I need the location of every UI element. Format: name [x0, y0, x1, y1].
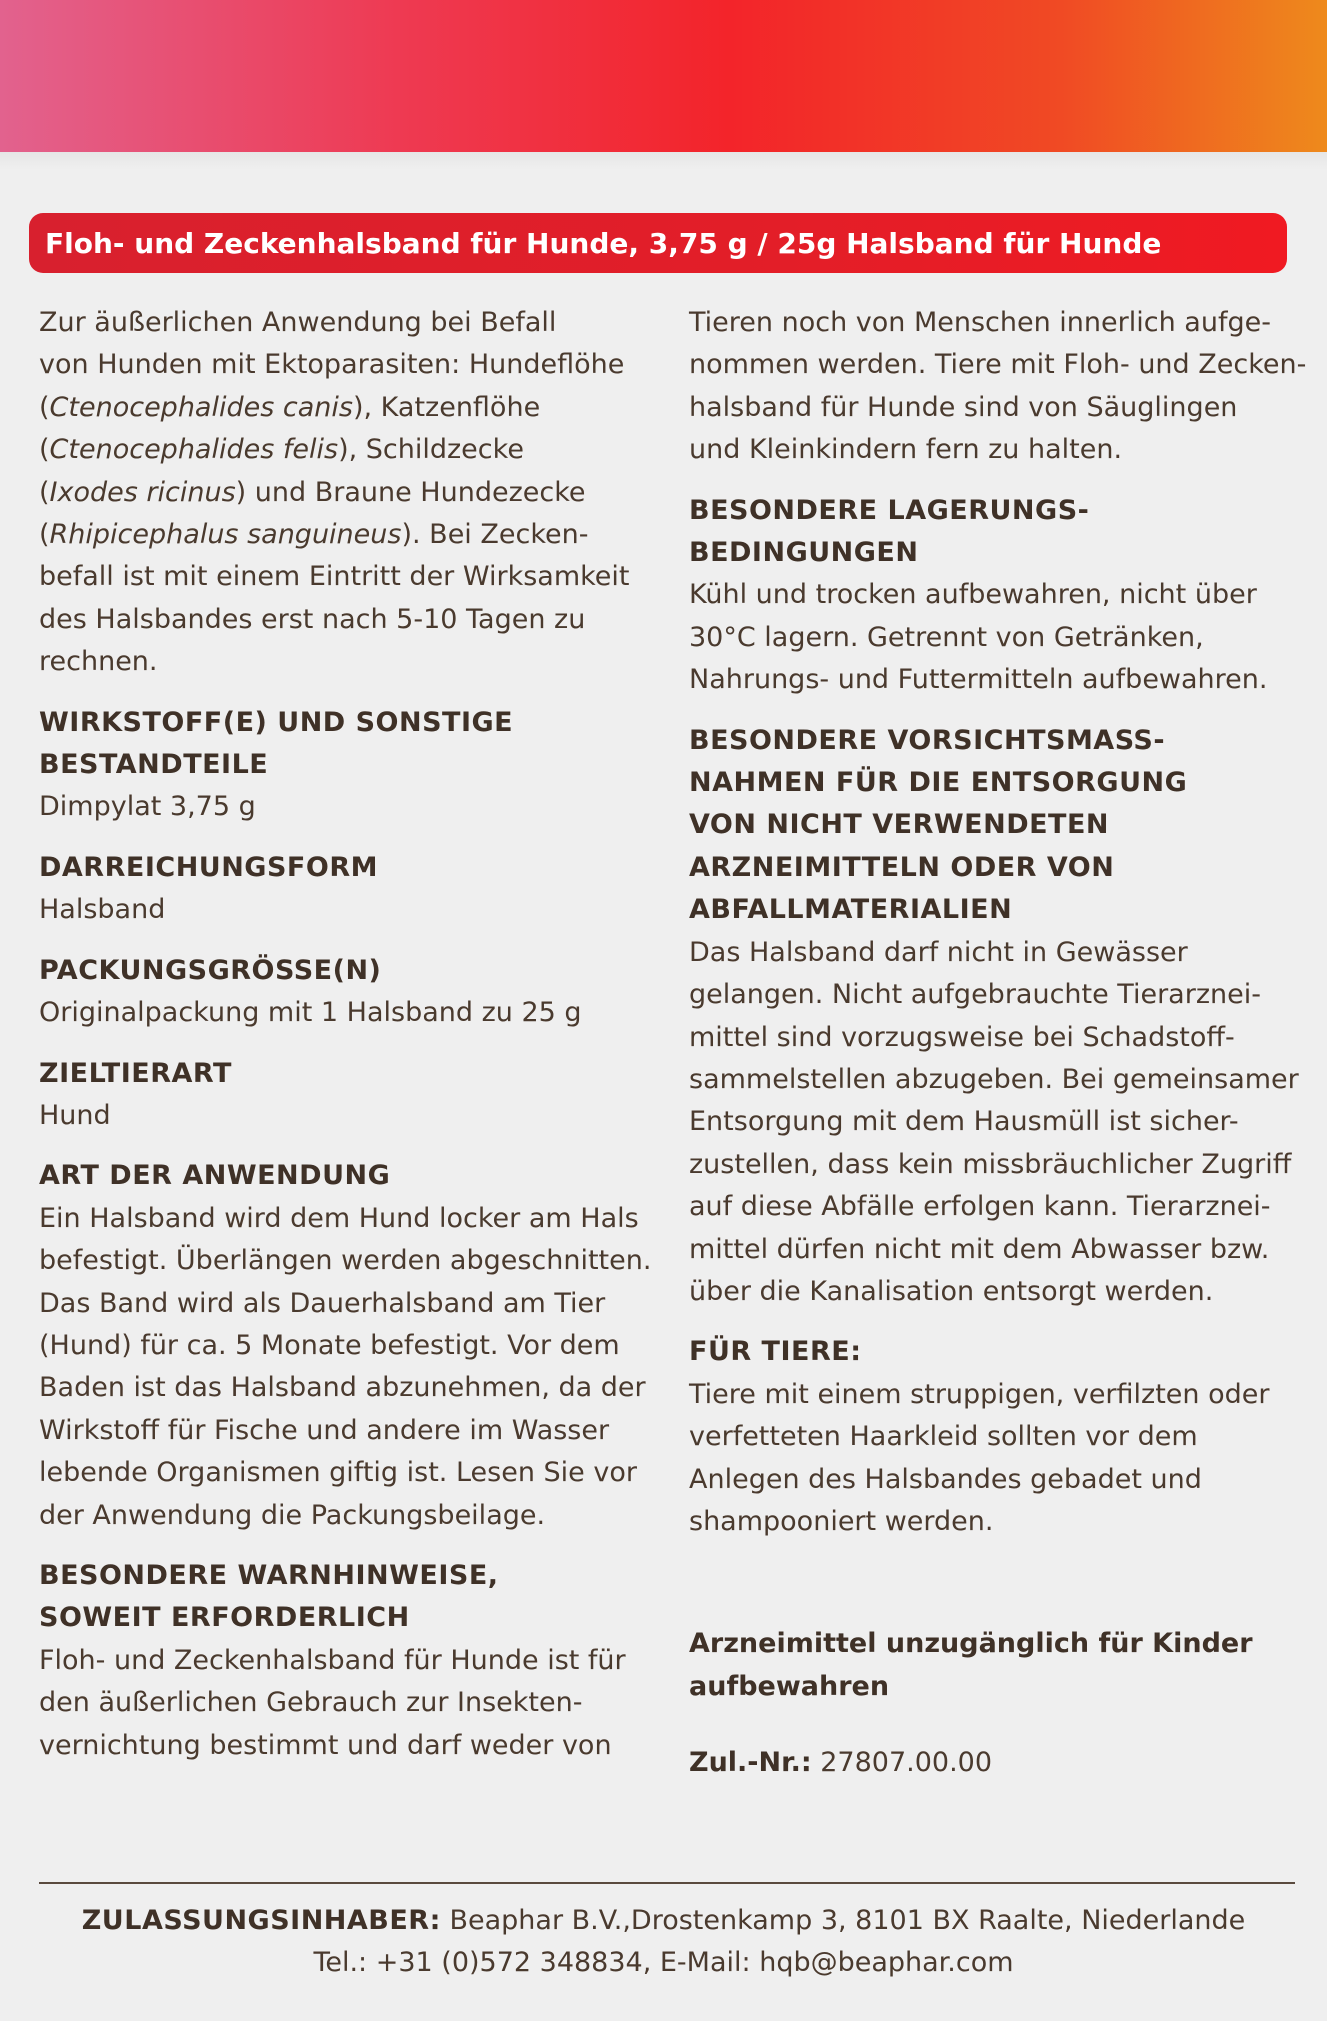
animals-line: Anlegen des Halsbandes gebadet und [689, 1463, 1202, 1495]
band-shadow [0, 152, 1327, 170]
approval-number [689, 1742, 1294, 1784]
intro-section [39, 302, 659, 684]
product-title-banner [29, 213, 1287, 273]
usage-line: der Anwendung die Packungsbeilage. [39, 1499, 546, 1531]
animals-line: shampooniert werden. [689, 1505, 994, 1537]
approval-label: Zul.-Nr.: [689, 1747, 812, 1779]
left-column [39, 302, 659, 1785]
animals-line: Tiere mit einem struppigen, verfilzten oder [689, 1378, 1270, 1410]
section-heading: DARREICHUNGSFORM [39, 851, 378, 883]
usage-line: Baden ist das Halsband abzunehmen, da der [39, 1372, 646, 1404]
species-name: Ctenocephalides felis [49, 434, 339, 466]
intro-line: des Halsbandes erst nach 5-10 Tagen zu [39, 603, 586, 635]
approval-value: 27807.00.00 [820, 1747, 993, 1779]
pack-size-section [39, 950, 659, 1035]
warnings-continued [689, 302, 1307, 472]
section-heading: FÜR TIERE: [689, 1336, 862, 1368]
intro-line: Zur äußerlichen Anwendung bei Befall [39, 307, 557, 338]
disposal-line: mittel dürfen nicht mit dem Abwasser bzw. [689, 1233, 1270, 1265]
product-title: Floh- und Zeckenhalsband für Hunde, 3,75 g / 25g Halsband für Hunde [45, 226, 1162, 260]
intro-line: befall ist mit einem Eintritt der Wirksamkeit [39, 561, 630, 593]
right-column [689, 302, 1307, 1785]
warning-line: nommen werden. Tiere mit Floh- und Zecken- [689, 349, 1307, 381]
warning-line: Floh- und Zeckenhalsband für Hunde ist für [39, 1644, 626, 1676]
intro-line: rechnen. [39, 646, 158, 678]
section-heading: BESONDERE WARNHINWEISE, SOWEIT ERFORDERLICH [39, 1559, 499, 1634]
intro-line: von Hunden mit Ektoparasiten: Hundeflöhe [39, 349, 625, 381]
warning-line: und Kleinkindern fern zu halten. [689, 434, 1123, 466]
species-name: Ctenocephalides canis [49, 391, 353, 423]
disposal-line: zustellen, dass kein missbräuchlicher Zugriff [689, 1148, 1292, 1180]
storage-line: 30°C lagern. Getrennt von Getränken, [689, 621, 1204, 653]
usage-line: befestigt. Überlängen werden abgeschnitten. [39, 1245, 652, 1277]
holder-row [0, 1900, 1327, 1942]
storage-line: Nahrungs- und Futtermitteln aufbewahren. [689, 664, 1268, 696]
storage-line: Kühl und trocken aufbewahren, nicht über [689, 579, 1257, 611]
section-heading: ZIELTIERART [39, 1057, 232, 1089]
usage-line: lebende Organismen giftig ist. Lesen Sie vor [39, 1457, 637, 1489]
active-ingredient: Dimpylat 3,75 g [39, 791, 256, 823]
disposal-line: über die Kanalisation entsorgt werden. [689, 1275, 1214, 1307]
footer [0, 1900, 1327, 1984]
storage-section [689, 490, 1294, 702]
disposal-section [689, 720, 1299, 1314]
section-heading: BESONDERE VORSICHTSMASS- NAHMEN FÜR DIE ENTSORGUNG VON NICHT VERWENDETEN ARZNEIMITTELN ODER VON ABFALLMATERIALIEN [689, 724, 1188, 926]
target-species: Hund [39, 1099, 111, 1131]
contact-row: Tel.: +31 (0)572 348834, E-Mail: hqb@beaphar.com [313, 1947, 1014, 1978]
disposal-line: Das Halsband darf nicht in Gewässer [689, 936, 1188, 968]
disposal-line: Entsorgung mit dem Hausmüll ist sicher- [689, 1106, 1239, 1138]
dosage-form: Halsband [39, 894, 166, 926]
intro-line: (Ctenocephalides felis), Schildzecke [39, 434, 524, 466]
usage-section [39, 1155, 659, 1537]
disposal-line: sammelstellen abzugeben. Bei gemeinsamer [689, 1063, 1299, 1095]
top-gradient-band [0, 0, 1327, 152]
section-heading: PACKUNGSGRÖSSE(N) [39, 954, 382, 986]
intro-line: (Rhipicephalus sanguineus). Bei Zecken- [39, 519, 589, 551]
usage-line: (Hund) für ca. 5 Monate befestigt. Vor dem [39, 1329, 620, 1361]
holder-text: Beaphar B.V.,Drostenkamp 3, 8101 BX Raalte, Niederlande [449, 1905, 1246, 1936]
warning-line: halsband für Hunde sind von Säuglingen [689, 391, 1238, 423]
for-animals-section [689, 1331, 1294, 1543]
section-heading: WIRKSTOFF(E) UND SONSTIGE BESTANDTEILE [39, 706, 514, 781]
footer-divider [39, 1882, 1295, 1884]
warning-line: Tieren noch von Menschen innerlich aufge- [689, 307, 1271, 338]
target-species-section [39, 1053, 659, 1138]
holder-label: ZULASSUNGSINHABER: [81, 1905, 441, 1936]
warning-line: den äußerlichen Gebrauch zur Insekten- [39, 1687, 583, 1719]
species-name: Ixodes ricinus [49, 476, 236, 508]
disposal-line: auf diese Abfälle erfolgen kann. Tierarznei- [689, 1191, 1271, 1223]
usage-line: Wirkstoff für Fische und andere im Wasser [39, 1414, 610, 1446]
active-ingredients-section [39, 702, 659, 829]
disposal-line: mittel sind vorzugsweise bei Schadstoff- [689, 1021, 1235, 1053]
usage-line: Das Band wird als Dauerhalsband am Tier [39, 1287, 606, 1319]
intro-line: (Ctenocephalides canis), Katzenflöhe [39, 391, 541, 423]
dosage-form-section [39, 847, 659, 932]
pack-size: Originalpackung mit 1 Halsband zu 25 g [39, 997, 582, 1029]
usage-line: Ein Halsband wird dem Hund locker am Hals [39, 1202, 639, 1234]
section-heading: ART DER ANWENDUNG [39, 1160, 391, 1192]
species-name: Rhipicephalus sanguineus [49, 519, 402, 551]
warning-line: vernichtung bestimmt und darf weder von [39, 1729, 612, 1761]
children-warning: Arzneimittel unzugänglich für Kinder aufbewahren [689, 1628, 1253, 1702]
disposal-line: gelangen. Nicht aufgebrauchte Tierarznei- [689, 979, 1261, 1011]
section-heading: BESONDERE LAGERUNGS- BEDINGUNGEN [689, 494, 1090, 569]
warnings-section [39, 1555, 659, 1767]
intro-line: (Ixodes ricinus) und Braune Hundezecke [39, 476, 586, 508]
animals-line: verfetteten Haarkleid sollten vor dem [689, 1421, 1198, 1453]
